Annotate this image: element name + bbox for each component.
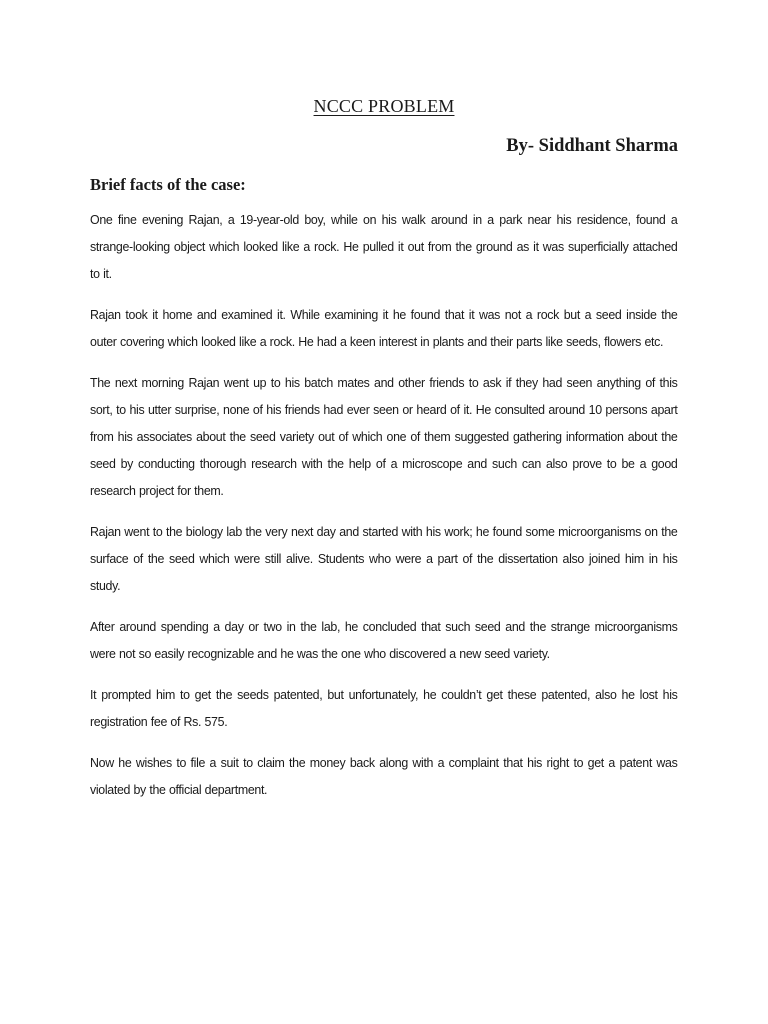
paragraph-5: After around spending a day or two in the lab, he concluded that such seed and the strange microorganisms were not so easily recognizable and he was the one who discovered a new seed variety.	[90, 619, 678, 661]
paragraph-3: The next morning Rajan went up to his batch mates and other friends to ask if they had seen anything of this sort, to his utter surprise, none of his friends had ever seen or heard of it. He consulted around 10 persons apart from his associates about the seed variety out of which one of them suggested gathering information about the seed by conducting thorough research with the help of a microscope and such can also prove to be a good research project for them.	[90, 375, 678, 498]
paragraph-4: Rajan went to the biology lab the very next day and started with his work; he found some microorganisms on the surface of the seed which were still alive. Students who were a part of the dissertation also joined him in his study.	[90, 524, 678, 593]
paragraph-2: Rajan took it home and examined it. While examining it he found that it was not a rock but a seed inside the outer covering which looked like a rock. He had a keen interest in plants and their parts like seeds, flowers etc.	[90, 307, 678, 349]
document-title: NCCC PROBLEM	[313, 96, 455, 116]
section-heading: Brief facts of the case:	[90, 175, 246, 194]
case-facts-body	[90, 206, 678, 817]
paragraph-1: One fine evening Rajan, a 19-year-old boy, while on his walk around in a park near his residence, found a strange-looking object which looked like a rock. He pulled it out from the ground as it was superficially attached to it.	[90, 212, 678, 281]
author-line: By- Siddhant Sharma	[506, 136, 678, 156]
paragraph-6: It prompted him to get the seeds patented, but unfortunately, he couldn’t get these patented, also he lost his registration fee of Rs. 575.	[90, 687, 678, 729]
paragraph-7: Now he wishes to file a suit to claim the money back along with a complaint that his right to get a patent was violated by the official department.	[90, 755, 678, 797]
